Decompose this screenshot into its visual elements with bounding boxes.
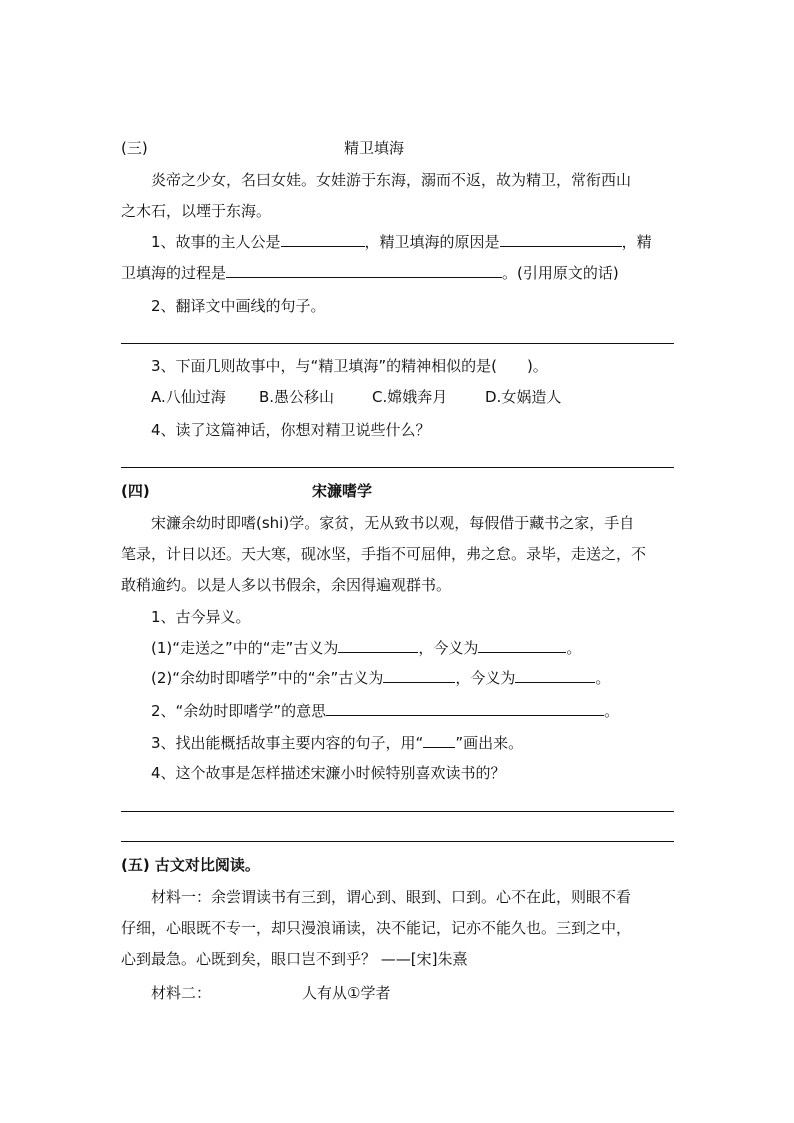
answer-line-to-jingwei[interactable] xyxy=(121,467,674,468)
q1-text-d: 卫填海的过程是 xyxy=(121,264,227,282)
answer-blank-process[interactable] xyxy=(226,263,502,278)
material-1-line-1: 材料一：余尝谓读书有三到，谓心到、眼到、口到。心不在此，则眼不看 xyxy=(151,888,632,906)
q1b-text-a: (2)“余幼时即嗜学”中的“余”古义为 xyxy=(151,669,384,687)
option-d[interactable]: D.女娲造人 xyxy=(485,388,562,406)
underline-sample xyxy=(423,733,455,748)
section-5-label: (五) 古文对比阅读。 xyxy=(121,856,260,874)
q2-text-b: 。 xyxy=(604,702,620,720)
q1b-text-b: ，今义为 xyxy=(455,669,516,687)
section-4-question-3 xyxy=(151,733,523,753)
q1a-text-b: ，今义为 xyxy=(418,639,479,657)
section-3-label: (三) xyxy=(121,139,148,157)
section-3-question-3: 3、下面几则故事中，与“精卫填海”的精神相似的是( )。 xyxy=(151,357,548,375)
material-2-title: 人有从①学者 xyxy=(302,984,391,1002)
q1-text-e: 。(引用原文的话) xyxy=(502,264,619,282)
q1-text-a: 1、故事的主人公是 xyxy=(151,233,281,251)
q1-text-b: ，精卫填海的原因是 xyxy=(364,233,500,251)
answer-line-1[interactable] xyxy=(121,811,674,812)
section-4-question-2 xyxy=(151,701,619,721)
section-3-options xyxy=(151,387,561,407)
q3-text-b: ”画出来。 xyxy=(455,734,524,752)
q2-text-a: 2、“余幼时即嗜学”的意思 xyxy=(151,702,327,720)
section-3-passage-line-1: 炎帝之少女，名曰女娃。女娃游于东海，溺而不返，故为精卫，常衔西山 xyxy=(151,171,632,189)
answer-blank-reason[interactable] xyxy=(500,232,622,247)
q1a-text-a: (1)“走送之”中的“走”古义为 xyxy=(151,639,339,657)
option-b[interactable]: B.愚公移山 xyxy=(259,388,335,406)
section-4-question-1-2 xyxy=(151,668,610,688)
answer-blank-zou-ancient[interactable] xyxy=(338,638,418,653)
section-3-passage-line-2: 之木石，以堙于东海。 xyxy=(121,202,272,220)
section-4-title: 宋濂嗜学 xyxy=(312,482,373,500)
section-4-passage-line-2: 笔录，计日以还。天大寒，砚冰坚，手指不可屈伸，弗之怠。录毕，走送之，不 xyxy=(121,545,647,563)
material-1-line-3: 心到最急。心既到矣，眼口岂不到乎？ ——[宋]朱熹 xyxy=(121,950,468,968)
section-4-question-4: 4、这个故事是怎样描述宋濂小时候特别喜欢读书的？ xyxy=(151,764,506,782)
answer-blank-yu-modern[interactable] xyxy=(515,668,595,683)
section-3-question-1 xyxy=(151,232,652,252)
q1-text-c: ，精 xyxy=(621,233,652,251)
answer-blank-meaning[interactable] xyxy=(326,701,604,716)
material-1-line-2: 仔细，心眼既不专一，却只漫浪诵读，决不能记，记亦不能久也。三到之中， xyxy=(121,919,632,937)
answer-line-2[interactable] xyxy=(121,841,674,842)
answer-blank-protagonist[interactable] xyxy=(281,232,365,247)
answer-line-translation[interactable] xyxy=(121,343,674,344)
q1a-text-c: 。 xyxy=(566,639,582,657)
section-3-question-1-cont xyxy=(121,263,619,283)
section-4-question-1: 1、古今异义。 xyxy=(151,608,251,626)
option-a[interactable]: A.八仙过海 xyxy=(151,388,226,406)
section-3-question-2: 2、翻译文中画线的句子。 xyxy=(151,297,326,315)
answer-blank-zou-modern[interactable] xyxy=(478,638,566,653)
section-3-title: 精卫填海 xyxy=(344,139,405,157)
answer-blank-yu-ancient[interactable] xyxy=(383,668,455,683)
option-c[interactable]: C.嫦娥奔月 xyxy=(372,388,448,406)
section-3-question-4: 4、读了这篇神话，你想对精卫说些什么？ xyxy=(151,421,431,439)
section-4-passage-line-3: 敢稍逾约。以是人多以书假余，余因得遍观群书。 xyxy=(121,576,452,594)
section-4-passage-line-1: 宋濂余幼时即嗜(shi)学。家贫，无从致书以观，每假借于藏书之家，手自 xyxy=(151,514,635,532)
section-4-label: (四) xyxy=(121,482,150,500)
material-2-label: 材料二： xyxy=(151,984,212,1002)
section-4-question-1-1 xyxy=(151,638,581,658)
q3-text-a: 3、找出能概括故事主要内容的句子，用“ xyxy=(151,734,424,752)
q1b-text-c: 。 xyxy=(595,669,611,687)
